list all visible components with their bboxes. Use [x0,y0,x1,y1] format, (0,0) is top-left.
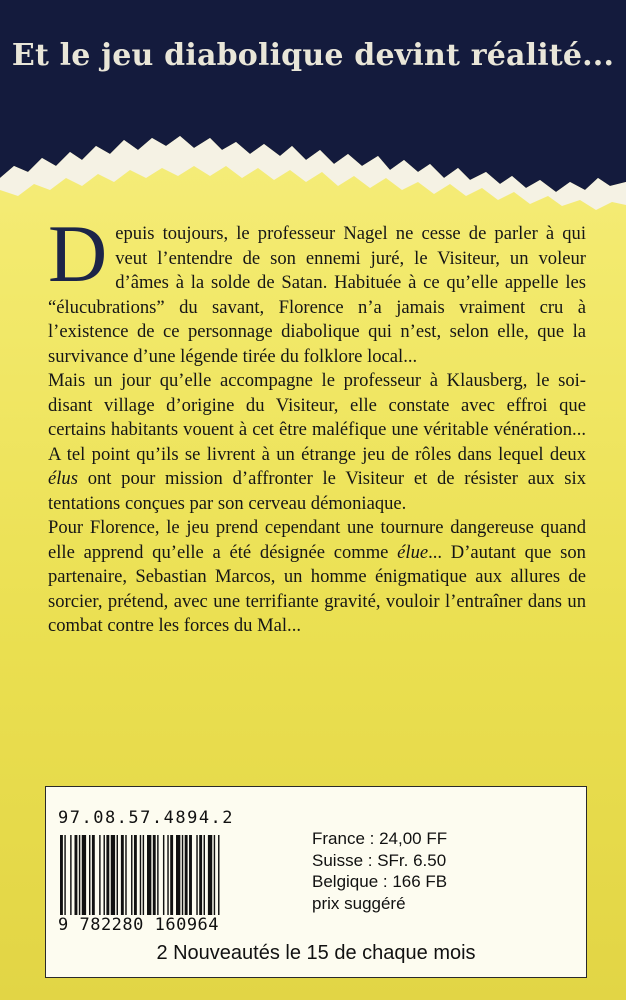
blurb-p2-emphasis: élus [48,468,78,489]
blurb-p1-text: epuis toujours, le professeur Nagel ne cesse de parler à qui veut l’entendre de son ennemi juré, le Visiteur, un voleur d’âmes à la solde de Satan. Habituée à ce qu’elle appelle les “élucubrations” du savant, Florence n’a jamais vraiment cru à l’existence de ce personnage diabolique qui n’est, selon elle, que la survivance d’une légende tirée du folklore local... [48,223,586,367]
barcode-bar [104,835,105,915]
price-suisse: Suisse : SFr. 6.50 [312,850,447,870]
price-note: prix suggéré [312,893,406,913]
barcode-bar [176,835,180,915]
blurb-paragraph-1 [48,208,586,369]
barcode-bar [131,835,132,915]
barcode-bar [99,835,100,915]
blurb-paragraph-3 [48,516,586,639]
barcode-bar [189,835,192,915]
barcode-bar [208,835,212,915]
dark-torn-header [0,0,626,215]
barcode-bar [125,835,126,915]
barcode-bar [153,835,156,915]
blurb-p3-start: Pour Florence, le jeu prend cependant une tournure dangereuse quand elle apprend qu’elle a été désignée comme [48,517,586,563]
monthly-releases-note: 2 Nouveautés le 15 de chaque mois [156,942,476,964]
blurb-p3-end: ... D’autant que son partenaire, Sebastian Marcos, un homme énigmatique aux allures de sorcier, prétend, avec une terrifiante gravité, vouloir l’entraîner dans un combat contre les forces du Mal... [48,541,586,636]
cover-tagline: Et le jeu diabolique devint réalité... [11,38,615,73]
barcode-bar [89,835,90,915]
barcode-bar [82,835,86,915]
barcode-bar [92,835,95,915]
blurb-p2-end: ont pour mission d’affronter le Visiteur et de résister aux six tentations conçues par son cerveau démoniaque. [48,468,586,514]
price-barcode-box [45,786,587,978]
blurb-p2-start: Mais un jour qu’elle accompagne le professeur à Klausberg, le soi-disant village d’origine du Visiteur, elle constate avec effroi que certains habitants vouent à cet être maléfique une véritable vénération... A tel point qu’ils se livrent à un étrange jeu de rôles dans lequel deux [48,370,586,465]
barcode-bar [214,835,215,915]
barcode-bar [70,835,71,915]
barcode-bar [134,835,137,915]
barcode-bar [196,835,197,915]
barcode-bar [204,835,205,915]
barcode-bar [157,835,158,915]
barcode-bar [79,835,80,915]
price-belgique: Belgique : 166 FB [312,872,448,891]
barcode-bar [111,835,115,915]
barcode-bar [170,835,173,915]
blurb-text [48,208,586,639]
drop-cap: D [48,208,108,299]
barcode-bar [185,835,188,915]
barcode-bar [143,835,144,915]
isbn-code: 97.08.57.4894.2 [58,808,235,828]
barcode-bar [167,835,168,915]
barcode-bar [218,835,219,915]
barcode-bar [75,835,78,915]
barcode-bar [182,835,183,915]
barcode-bar [199,835,202,915]
barcode-bar [121,835,124,915]
barcode-bar [117,835,118,915]
barcode-bars [58,835,302,915]
price-list [312,828,447,914]
blurb-paragraph-2 [48,369,586,516]
barcode-bar [140,835,141,915]
ean-number: 9 782280 160964 [58,915,302,935]
barcode-bar [163,835,164,915]
barcode-bar [106,835,109,915]
blurb-p3-emphasis: élue [397,541,429,563]
barcode-bar [147,835,151,915]
torn-paper-edge [0,0,626,215]
barcode-bar [60,835,63,915]
barcode-bar [64,835,65,915]
price-france: France : 24,00 FF [312,829,448,848]
